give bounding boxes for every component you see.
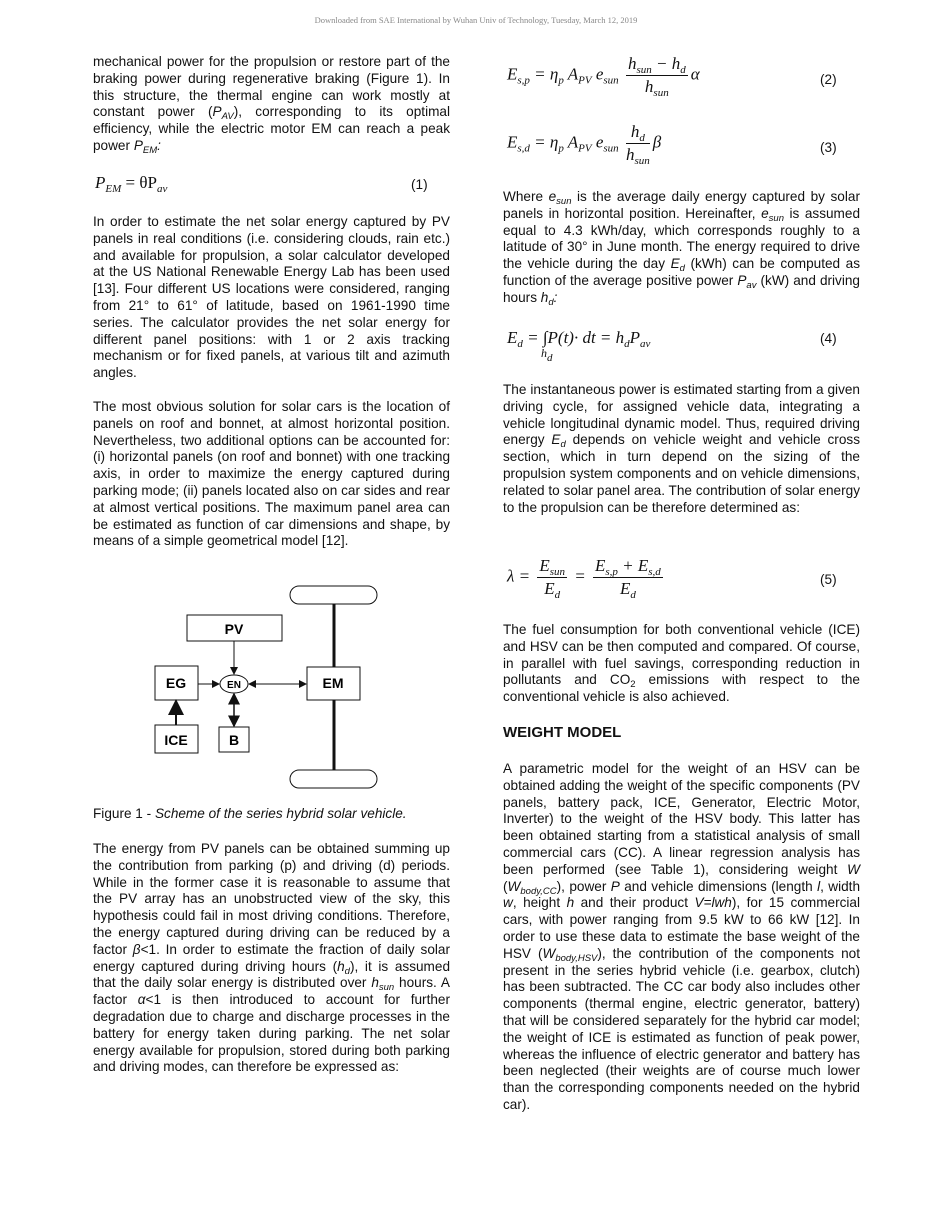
text-run: av	[746, 279, 757, 291]
equation-number-3: (3)	[820, 140, 837, 155]
section-heading: WEIGHT MODEL	[503, 724, 622, 741]
eq-token: α	[690, 64, 700, 84]
eq-token: p	[558, 142, 564, 155]
eq-token: d	[630, 589, 636, 601]
text-run: , width	[820, 878, 861, 894]
eq-token: E	[544, 579, 555, 598]
eq-token: E	[619, 579, 631, 598]
eq-token: p	[558, 74, 564, 87]
text-run: W	[847, 861, 860, 877]
eq-token: = θP	[121, 173, 157, 192]
text-run: EM	[142, 144, 158, 156]
text-run: α	[137, 992, 146, 1008]
text-run: :	[553, 289, 558, 305]
text-run: The most obvious solution for solar cars is the location of panels on roof and bonnet, at almost horizontal position. Nevertheless, two additional options can be accounted for: (i) horizontal panels (on roof and bonnet) with one tracking axis, in order to maximize the energy captured during parking mode; (ii) panels located also on car sides and rear at almost vertical positions. The maximum panel area can be estimated as function of car dimensions and shape, by means of a simple geometrical model [12].	[93, 399, 450, 549]
text-run: h	[540, 289, 549, 305]
eq-token: E	[595, 556, 606, 575]
eq-token: e	[591, 132, 604, 152]
eq-token: =	[570, 566, 590, 586]
eq-token: EM	[105, 183, 122, 195]
eq-token: sun	[634, 155, 650, 167]
eq-token: PV	[578, 74, 592, 87]
paragraph-instantaneous-power	[503, 382, 860, 516]
eq-token: e	[591, 64, 604, 84]
equation-number-4: (4)	[820, 331, 837, 346]
eq-token: = η	[529, 132, 559, 152]
eq-token: d	[680, 64, 686, 76]
eg-label: EG	[165, 675, 187, 691]
eq-token: av	[640, 338, 651, 350]
paragraph-solar-calculator	[93, 214, 450, 382]
text-run: e	[548, 189, 557, 204]
text-run: sun	[378, 982, 395, 994]
text-run: (kW) and driving hours	[503, 272, 860, 305]
text-run: ), for 15 commercial cars, with power ranging from 9.5 kW to 66 kW [12]. In order to use these data to estimate the base weight of the HSV (	[503, 895, 860, 961]
ice-label: ICE	[164, 732, 188, 748]
equation-5	[507, 556, 666, 599]
text-run: P	[737, 272, 747, 288]
eq-token: PV	[578, 142, 592, 155]
text-run: The instantaneous power is estimated starting from a given driving cycle, for assigned vehicle data, integrating a vehicle longitudinal dynamic model. Thus, required driving energy	[503, 382, 860, 448]
text-run: Figure 1 -	[93, 806, 155, 821]
figure-1-diagram	[140, 580, 400, 800]
eq-token: sun	[653, 87, 669, 99]
text-run: ), corresponding to its optimal efficiency, while the electric motor EM can reach a peak power	[93, 104, 450, 153]
text-run: ), it is assumed that the daily solar energy is distributed over	[93, 958, 451, 991]
eq-token: P	[95, 173, 106, 192]
text-run: V=lwh	[694, 895, 732, 911]
text-run: depends on vehicle weight and vehicle cross section, which in turn depend on the sizing of the propulsion system components and on vehicle dimensions, related to solar panel area. The contribution of solar energy to the propulsion can be therefore determined as:	[503, 432, 860, 515]
text-run: P	[133, 137, 143, 153]
paragraph-fuel-consumption	[503, 622, 860, 706]
text-run: P	[610, 878, 620, 894]
text-run: d	[548, 296, 554, 308]
text-run: mechanical power for the propulsion or restore part of the braking power during regenerative braking (Figure 1). In this structure, the thermal engine can work mostly at constant power (	[93, 54, 450, 120]
text-run: d	[344, 965, 350, 977]
eq-token: h	[625, 145, 635, 164]
eq-token: h	[541, 346, 547, 360]
text-run: ), the contribution of the components not present in the series hybrid vehicle (i.e. gearbox, clutch) has been subtracted. The CC car body also includes other components (thermal engine, electric generator, battery) that will be considered separately for the hybrid car model; the weight of ICE is estimated as function of peak power, whereas the influence of electric generator and battery has been neglected (their weights are of course much lower than the corresponding components needed on the hybrid car).	[503, 945, 860, 1112]
eq-token: d	[554, 589, 561, 601]
equation-number-5: (5)	[820, 572, 837, 587]
text-run: sun	[768, 212, 784, 224]
eq-token: A	[563, 64, 579, 84]
eq-token: d	[639, 132, 645, 144]
text-run: is assumed equal to 4.3 kWh/day, which corresponds roughly to a latitude of 30° in June month. The energy required to drive the vehicle during the day	[503, 205, 860, 272]
equation-number-2: (2)	[820, 72, 837, 87]
text-run: A parametric model for the weight of an HSV can be obtained adding the weight of the specific components (PV panels, battery pack, ICE, Generator, Electric Motor, Inverter) to the weight of the HSV body. This latter has been obtained starting from a statistical analysis of small commercial cars (CC). A linear regression analysis has been performed (see Table 1), considering weight	[503, 761, 860, 877]
text-run: e	[761, 205, 769, 221]
em-label: EM	[322, 675, 344, 691]
eq-token: h	[630, 122, 640, 141]
equation-number-1: (1)	[411, 177, 428, 192]
eq-token: d	[624, 338, 630, 350]
eq-token: − h	[651, 54, 681, 73]
en-label: EN	[227, 680, 241, 691]
text-run: hours. A factor	[93, 975, 450, 1008]
text-run: and vehicle dimensions (length	[619, 878, 818, 894]
text-run: E	[670, 256, 680, 272]
text-run: body,CC	[520, 885, 557, 897]
text-run: In order to estimate the net solar energy captured by PV panels in real conditions (i.e. considering clouds, rain etc.) and available for propulsion, a solar calculator developed at the US National Renewable Energy Lab has been used [13]. Four different US locations were considered, ranging from 21° to 61° of latitude, based on 1961-1990 time series. The calculator provides the net solar energy for different panel positions: with 1 or 2 axis tracking mechanism or for fixed panels, at various tilt and azimuth angles.	[93, 214, 450, 381]
eq-token: h	[644, 77, 654, 96]
text-run: P	[212, 104, 222, 120]
eq-token: = η	[529, 64, 559, 84]
text-run: :	[157, 137, 161, 153]
text-run: E	[551, 432, 561, 448]
eq-token: E	[507, 64, 518, 84]
paragraph-panel-location	[93, 399, 450, 550]
text-run: W	[542, 945, 556, 961]
eq-token: = ∫P(t)· dt = h	[522, 328, 625, 347]
eq-token: s,d	[517, 142, 530, 155]
eq-token: E	[539, 556, 550, 575]
text-run: d	[560, 439, 566, 451]
eq-token: sun	[603, 142, 619, 155]
paragraph-pv-energy	[93, 841, 450, 1076]
wheel-top	[290, 586, 377, 604]
text-run: and their product	[574, 895, 695, 911]
text-run: <1. In order to estimate the fraction of daily solar energy captured during driving hours (	[93, 941, 450, 974]
text-run: The energy from PV panels can be obtained summing up the contribution from parking (p) and driving (d) periods. While in the former case it is reasonable to assume that the PV array has an unobstructed view of the sky, this hypothesis could fail in most driving conditions. Therefore, the energy captured during driving can be reduced by a factor	[93, 841, 450, 957]
wheel-bottom	[290, 770, 377, 788]
text-run: emissions with respect to the conventional vehicle is also achieved.	[503, 672, 860, 705]
eq-token: sun	[636, 64, 652, 76]
eq-token: P	[629, 328, 641, 347]
eq-token: E	[507, 328, 518, 347]
equation-1	[95, 173, 167, 193]
text-run: (kWh) can be computed as function of the average positive power	[503, 256, 861, 288]
eq-token: A	[563, 132, 579, 152]
text-run: is the average daily energy captured by solar panels in horizontal position. Hereinafter,	[503, 189, 860, 221]
figure-caption	[93, 806, 450, 823]
text-run: h	[566, 895, 575, 911]
eq-token: + E	[617, 556, 649, 575]
text-run: ), power	[556, 878, 611, 894]
eq-token: d	[547, 352, 553, 364]
text-run: The fuel consumption for both conventional vehicle (ICE) and HSV can be then computed and compared. Of course, in parallel with fuel savings, corresponding reduction in pollutants and CO	[503, 622, 860, 688]
text-run: (	[503, 878, 508, 894]
text-run: sun	[556, 196, 572, 207]
text-run: AV	[221, 111, 234, 123]
paragraph-weight-model	[503, 761, 860, 1114]
eq-token: d	[517, 338, 523, 350]
integral-limit	[541, 346, 553, 364]
text-run: l	[817, 878, 821, 894]
eq-token: s,p	[605, 566, 618, 578]
eq-token: s,d	[648, 566, 661, 578]
eq-token: sun	[603, 74, 619, 87]
text-run: Where	[503, 189, 549, 204]
text-run: W	[507, 878, 521, 894]
text-run: <1 is then introduced to account for further degradation due to charge and discharge processes in the battery for energy taken during parking. The net solar energy available for propulsion, stored during both parking and driving modes, can therefore be expressed as:	[93, 992, 450, 1075]
eq-token: sun	[549, 566, 566, 578]
text-run: , height	[512, 895, 567, 911]
eq-token: E	[507, 132, 518, 152]
text-run: Scheme of the series hybrid solar vehicle.	[154, 806, 407, 821]
paragraph-intro	[93, 54, 450, 155]
text-run: β	[132, 941, 141, 957]
equation-2	[507, 54, 700, 97]
equation-3	[507, 122, 661, 165]
eq-token: h	[627, 54, 637, 73]
text-run: body,HSV	[555, 952, 598, 964]
b-label: B	[228, 732, 240, 748]
eq-token: av	[156, 183, 168, 195]
eq-token: β	[652, 132, 662, 152]
paragraph-esun	[503, 189, 860, 307]
text-run: w	[503, 895, 513, 911]
text-run: d	[679, 263, 685, 275]
equation-4	[507, 328, 650, 348]
eq-token: s,p	[517, 74, 530, 87]
text-run: h	[337, 958, 345, 974]
eq-token: λ =	[507, 566, 535, 586]
text-run: 2	[630, 679, 636, 691]
download-header: Downloaded from SAE International by Wuhan Univ of Technology, Tuesday, March 12, 2019	[314, 15, 638, 25]
pv-label: PV	[224, 621, 244, 637]
text-run: h	[371, 975, 379, 991]
